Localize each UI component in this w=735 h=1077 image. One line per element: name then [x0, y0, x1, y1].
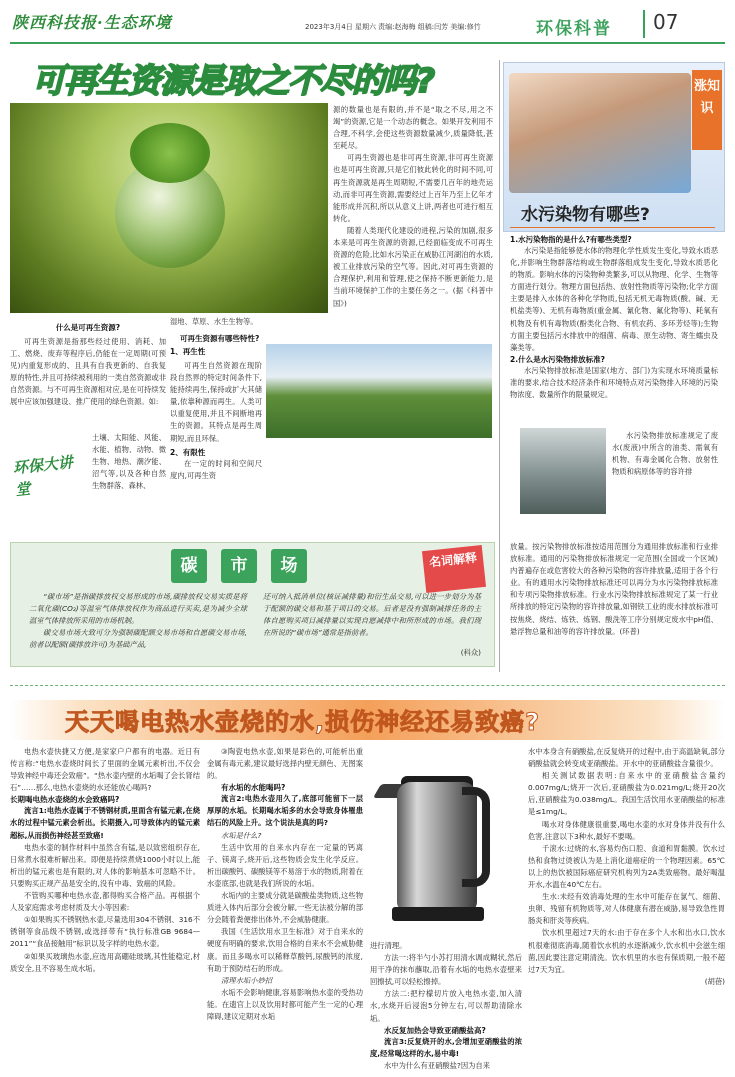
r-q1: 1.水污染物指的是什么?有哪些类型?	[510, 235, 632, 244]
r-p1: 水污染是指能够使水体的物理化学性质发生变化,导致水质恶化,并影响生物群落结构或生物群落组成发生变化,导致水质恶化的物质。影响水体的污染物种类繁多,可以从物理、化学、生物等方面进行划分。物理方面包括热、放射性物质等污染物;化学方面主要是排入水体的各种化学物质,包括无机无毒物质(酸、碱、无机盐类等)、无机有毒物质(重金属、氰化物、氟化物等)、耗氧有机物及有机有毒物质(酚类化合物、有机农药、多环芳烃等);生物方面主要包括污水排放中的细菌、病毒、原生动物、寄生蠕虫及藻类等。	[510, 246, 718, 352]
knowledge-tag: 涨知识	[692, 70, 722, 150]
a1-q1-p3: 湿地、草原、水生生物等。	[170, 317, 258, 326]
article2-headline: 天天喝电热水壶烧的水,损伤神经还易致癌?	[65, 708, 541, 736]
a2-c2-p4: 我国《生活饮用水卫生标准》对于自来水的硬度有明确的要求,饮用合格的自来水不会威胁健康。而且多喝水可以稀释草酸钙,尿酸钙的浓度,有助于预防结石的形成。	[207, 927, 363, 973]
a2-c1-p2: 电热水壶的制作材料中虽然含有锰,是以致密组织存在,日常煮水很难析解出来。即便是持续煮烧1000小时以上,能析出的锰元素也是有限的,对人体的影响基本可忽略不计。只要购买正规产品是安全的,没有中毒、致癌的风险。	[10, 842, 200, 888]
carbon-col1: “碳市场”是指碳排放权交易形成的市场,碳排放权交易实质是将二氧化碳(CO₂)等温室气体排放权作为商品进行买卖,是为减少全球温室气体排放所采用的市场机制。	[29, 592, 247, 626]
a2-c2-h1: 有水垢的水能喝吗?	[221, 783, 286, 793]
column-divider	[499, 60, 500, 672]
landscape-photo	[266, 344, 492, 438]
a1-q2-p2: 在一定的时间和空间尺度内,可再生资	[170, 458, 262, 480]
a2-c3-h2: 流言3:反复烧开的水,会增加亚硝酸盐的浓度,经常喝这样的水,易中毒!	[370, 1036, 522, 1058]
a1-q2-s2: 2、有限性	[170, 447, 206, 457]
term-explain-tag: 名词解释	[422, 545, 486, 593]
a2-c1-h2: 流言1:电热水壶属于不锈钢材质,里面含有锰元素,在烧水的过程中锰元素会析出。长期摄入,可导致体内的锰元素超标,从而损伤神经甚至致癌!	[10, 806, 200, 840]
a2-c2-sub2: 清理水垢小妙招	[221, 975, 273, 985]
a2-c2-p3: 水垢内的主要成分就是碳酸盐类物质,这些物质进入体内后部分会被分解,一些无法被分解的部分会随着粪便排出体外,不会威胁健康。	[207, 891, 363, 925]
a2-c1-p3: 不管购买哪种电热水壶,都得购买合格产品。再根据个人及家庭需求考虑材质及大小等因素:	[10, 891, 200, 913]
a2-credit: (胡蓓)	[704, 976, 725, 986]
carbon-col2: 还可纳入抵消单位(核证减排量)和衍生品交易,可以进一步划分为基于配额的碳交易和基于项目的交易。后者是没有强制减排任务的主体自愿购买项目减排量以实现自愿减排中和所形成的市场。我们现在所说的“碳市场”通常是指前者。	[263, 592, 481, 638]
carbon-char-1: 碳	[171, 549, 207, 583]
eco-lecture-badge	[10, 448, 80, 518]
carbon-char-2: 市	[221, 549, 257, 583]
masthead: 陕西科技报·生态环境	[12, 13, 172, 32]
a2-c2-p1: ③陶瓷电热水壶,如果是彩色的,可能析出重金属有毒元素,建议最好选择内壁无颜色、无图案的。	[207, 747, 363, 781]
title-underline	[510, 227, 715, 228]
header-divider	[10, 42, 725, 44]
wastewater-photo	[520, 428, 606, 514]
a2-c3-p3: 方法二:把柠檬切片放入电热水壶,加入清水,水烧开后浸泡5分钟左右,可以帮助清除水垢。	[370, 989, 522, 1023]
a2-c4-p5: 生水:未经有效消毒处理的生水中可能存在氯气、细菌、虫卵、残留有机物质等,对人体健康有潜在威胁,易导致急性胃肠炎和肝炎等疾病。	[528, 892, 725, 926]
a2-c4-p1: 水中本身含有硝酸盐,在反复烧开的过程中,由于高温缺氧,部分硝酸盐就会转变成亚硝酸盐。开水中的亚硝酸盐含量很少。	[528, 747, 725, 769]
a1-col-right-mid: 可再生资源也是非可再生资源,非可再生资源也是可再生资源,只是它们彼此转化的时间不同,可再生资源就是再生周期短,不需要几百年的地壳运动,而非可再生资源,需要经过上百年乃至上亿年才能形成并沉积,所以从意义上讲,两者也可进行相互转化。	[333, 153, 493, 223]
a2-c2-p2: 生活中饮用的自来水内存在一定量的钙离子、镁离子,烧开后,这些物质会发生化学反应。析出碳酸钙、碳酸镁等不易溶于水的物质,附着在水壶底部,也就是我们所说的水垢。	[207, 842, 363, 888]
electric-kettle-image	[367, 752, 512, 928]
a2-c4-p4: 千滚水:过烧的水,容易灼伤口腔、食道和胃黏膜。饮水过热和食物过烫被认为是上消化道癌症的一个物理因素。65℃以上的热饮被国际癌症研究机构列为2A类致癌物。最好喝温开水,水温在40℃左右。	[528, 843, 725, 890]
carbon-col1b: 碳交易市场大致可分为强制碳配额交易市场和自愿碳交易市场,前者以配额(碳排放许可)为基础产品,	[29, 628, 247, 650]
a2-c3-p2: 方法一:将半勺小苏打用清水调成糊状,然后用干净的抹布蘸取,沿着有水垢的电热水壶壁来回擦拭,可以轻松擦掉。	[370, 953, 522, 987]
a1-q2-s1: 1、再生性	[170, 347, 206, 357]
a2-c4-p6: 饮水机里超过7天的水:由于存在多个人水和出水口,饮水机很难彻底消毒,随着饮水机的水逐渐减少,饮水机中会滋生细菌,因此要注意定期清洗。饮水机里的水也有保质期,一般不超过7天为宜。	[528, 928, 725, 974]
a1-q2: 可再生资源有哪些特性?	[180, 334, 260, 344]
sprout-globe-photo	[10, 103, 328, 313]
a1-q1-p2: 土壤、太阳能、风能、水能、植物、动物、微生物、地热、潮汐能、沼气等,以及各种自然生物群落、森林、	[92, 433, 166, 491]
a2-c2-sub: 水垢是什么?	[221, 830, 262, 840]
a2-c1-h1: 长期喝电热水壶烧的水会致癌吗?	[10, 795, 120, 805]
water-pollutant-title: 水污染物有哪些?	[521, 205, 650, 225]
issue-info: 2023年3月4日 星期六 责编:赵海梅 组稿:闫芳 美编:修竹	[305, 23, 481, 31]
kettle-handle	[462, 787, 490, 887]
a2-c1-p1: 电热水壶快捷又方便,是家家户户都有的电器。近日有传言称:“电热水壶烧时间长了里面的金属元素析出,不仅会导致神经中毒还会致癌”。“热水壶内壁的水垢喝了会长肾结石”……那么,电热水壶烧的水还能放心喝吗?	[10, 747, 200, 793]
a2-c3-h1: 水反复加热会导致亚硝酸盐高?	[384, 1025, 486, 1035]
a1-col-right-top: 源的数量也是有限的,并不是“取之不尽,用之不竭”的资源,它是一个动态的概念。如果开发利用不合理,不科学,会使这些资源数量减少,质量降低,甚至耗尽。	[333, 105, 493, 151]
section-name: 环保科普	[536, 19, 612, 39]
a1-col-right-end: 随着人类现代化建设的进程,污染的加剧,很多本来是可再生资源的资源,已经面临变成不可再生资源的危险,比如水污染正在威胁江河湖泊的水质,被工业排放污染的空气等。因此,对可再生资源的合理保护,利用和管理,使之保持不断更新能力,是当前环境保护工作的主要任务之一。(据《科普中国》)	[333, 225, 493, 308]
polluted-city-illustration	[509, 73, 691, 193]
a2-c3-p4: 水中为什么有亚硝酸盐?因为自来	[384, 1060, 491, 1070]
a2-c2-p5: 水垢不会影响健康,容易影响热水壶的受热功能。在遗官上以及饮用时都可能产生一定的心理障碍,建议定期对水垢	[207, 987, 363, 1021]
badge-text: 环保大讲堂	[12, 453, 74, 500]
r-p2: 水污染物排放标准是国家(地方、部门)为实现水环境质量标准的要求,结合技术经济条件和环境特点对污染物排入环境的污染物浓度、数量所作的限量规定。	[510, 365, 718, 400]
r-q2: 2.什么是水污染物排放标准?	[510, 354, 605, 364]
carbon-char-3: 场	[271, 549, 307, 583]
tree-image	[130, 123, 210, 183]
a2-c4-p3: 喝水对身体健康很重要,喝电水壶的水对身体并没有什么危害,注意以下3种水,最好不要喝。	[528, 819, 725, 841]
a1-q1: 什么是可再生资源?	[55, 323, 121, 332]
a1-q1-p1: 可再生资源是指那些经过使用、消耗、加工、燃烧、废弃等程序后,仍能在一定周期(可预见)内重复形成的、且具有自我更新的、自我复原的特性,并且可持续被利用的一类自然资源或非自然资源。与不可再生资源相对应,是在可持续发展中应该加强建设、推广使用的绿色资源。如:	[10, 337, 166, 407]
page-number: 07	[643, 10, 723, 38]
section-divider	[10, 685, 725, 686]
carbon-credit: (科众)	[460, 648, 481, 658]
r-p3a: 水污染物排放标准规定了废水(废液)中所含的油类、需氧有机物、有毒金属化合物、放射性物质和病原体等的容许排	[612, 431, 718, 477]
article1-headline: 可再生资源是取之不尽的吗?	[32, 61, 435, 100]
a2-c2-h2: 流言2:电热水壶用久了,底部可能留下一层厚厚的水垢。长期喝水垢多的水会导致身体罹患结石的风险上升。这个说法是真的吗?	[207, 794, 363, 828]
a2-c1-p5: ②如果买玻璃热水壶,应选用高硼硅玻璃,其性能稳定,材质安全,且不容易生成水垢。	[10, 951, 200, 973]
a2-c4-p2: 相关测试数据表明:自来水中的亚硝酸盐含量约0.007mg/L;烧开一次后,亚硝酸盐为0.021mg/L;烧开20次后,亚硝酸盐为0.038mg/L。我国生活饮用水亚硝酸盐的标准是≤1mg/L。	[528, 771, 725, 817]
r-p3b: 放量。按污染物排放标准按适用范围分为通用排放标准和行业排放标准。通用的污染物排放标准规定一定范围(全国或一个区域)内普遍存在或危害较大的各种污染物的容许排放量,适用于各个行业。有的通用水污染物排放标准还可以再分为水污染物排放标准和专项污染物排放标准。行业水污染物排放标准规定了某一行业所排放的特定污染物的容许排放量,如钢铁工业的废水排放标准可按焦烧、烧结、炼铁、炼钢、酸洗等工序分别规定废水中pH值、悬浮物总量和油等的容许排放量。(环普)	[510, 542, 718, 636]
a2-c3-p1: 进行清理。	[370, 941, 407, 950]
a1-q2-p1: 可再生自然资源在现阶段自然界的特定时间条件下,能持续再生,保持或扩大其储量,依靠种源而再生。人类可以重复使用,并且不间断地再生的资源。其特点是再生周期短,而且环保。	[170, 361, 262, 443]
kettle-base	[392, 907, 484, 921]
a2-c1-p4: ①如果购买不锈钢热水壶,尽量选用304不锈钢、316不锈钢等食品级不锈钢,或选择带有“执行标准GB 9684—2011”“食品接触用”标识以及字样的电热水壶。	[10, 915, 200, 949]
